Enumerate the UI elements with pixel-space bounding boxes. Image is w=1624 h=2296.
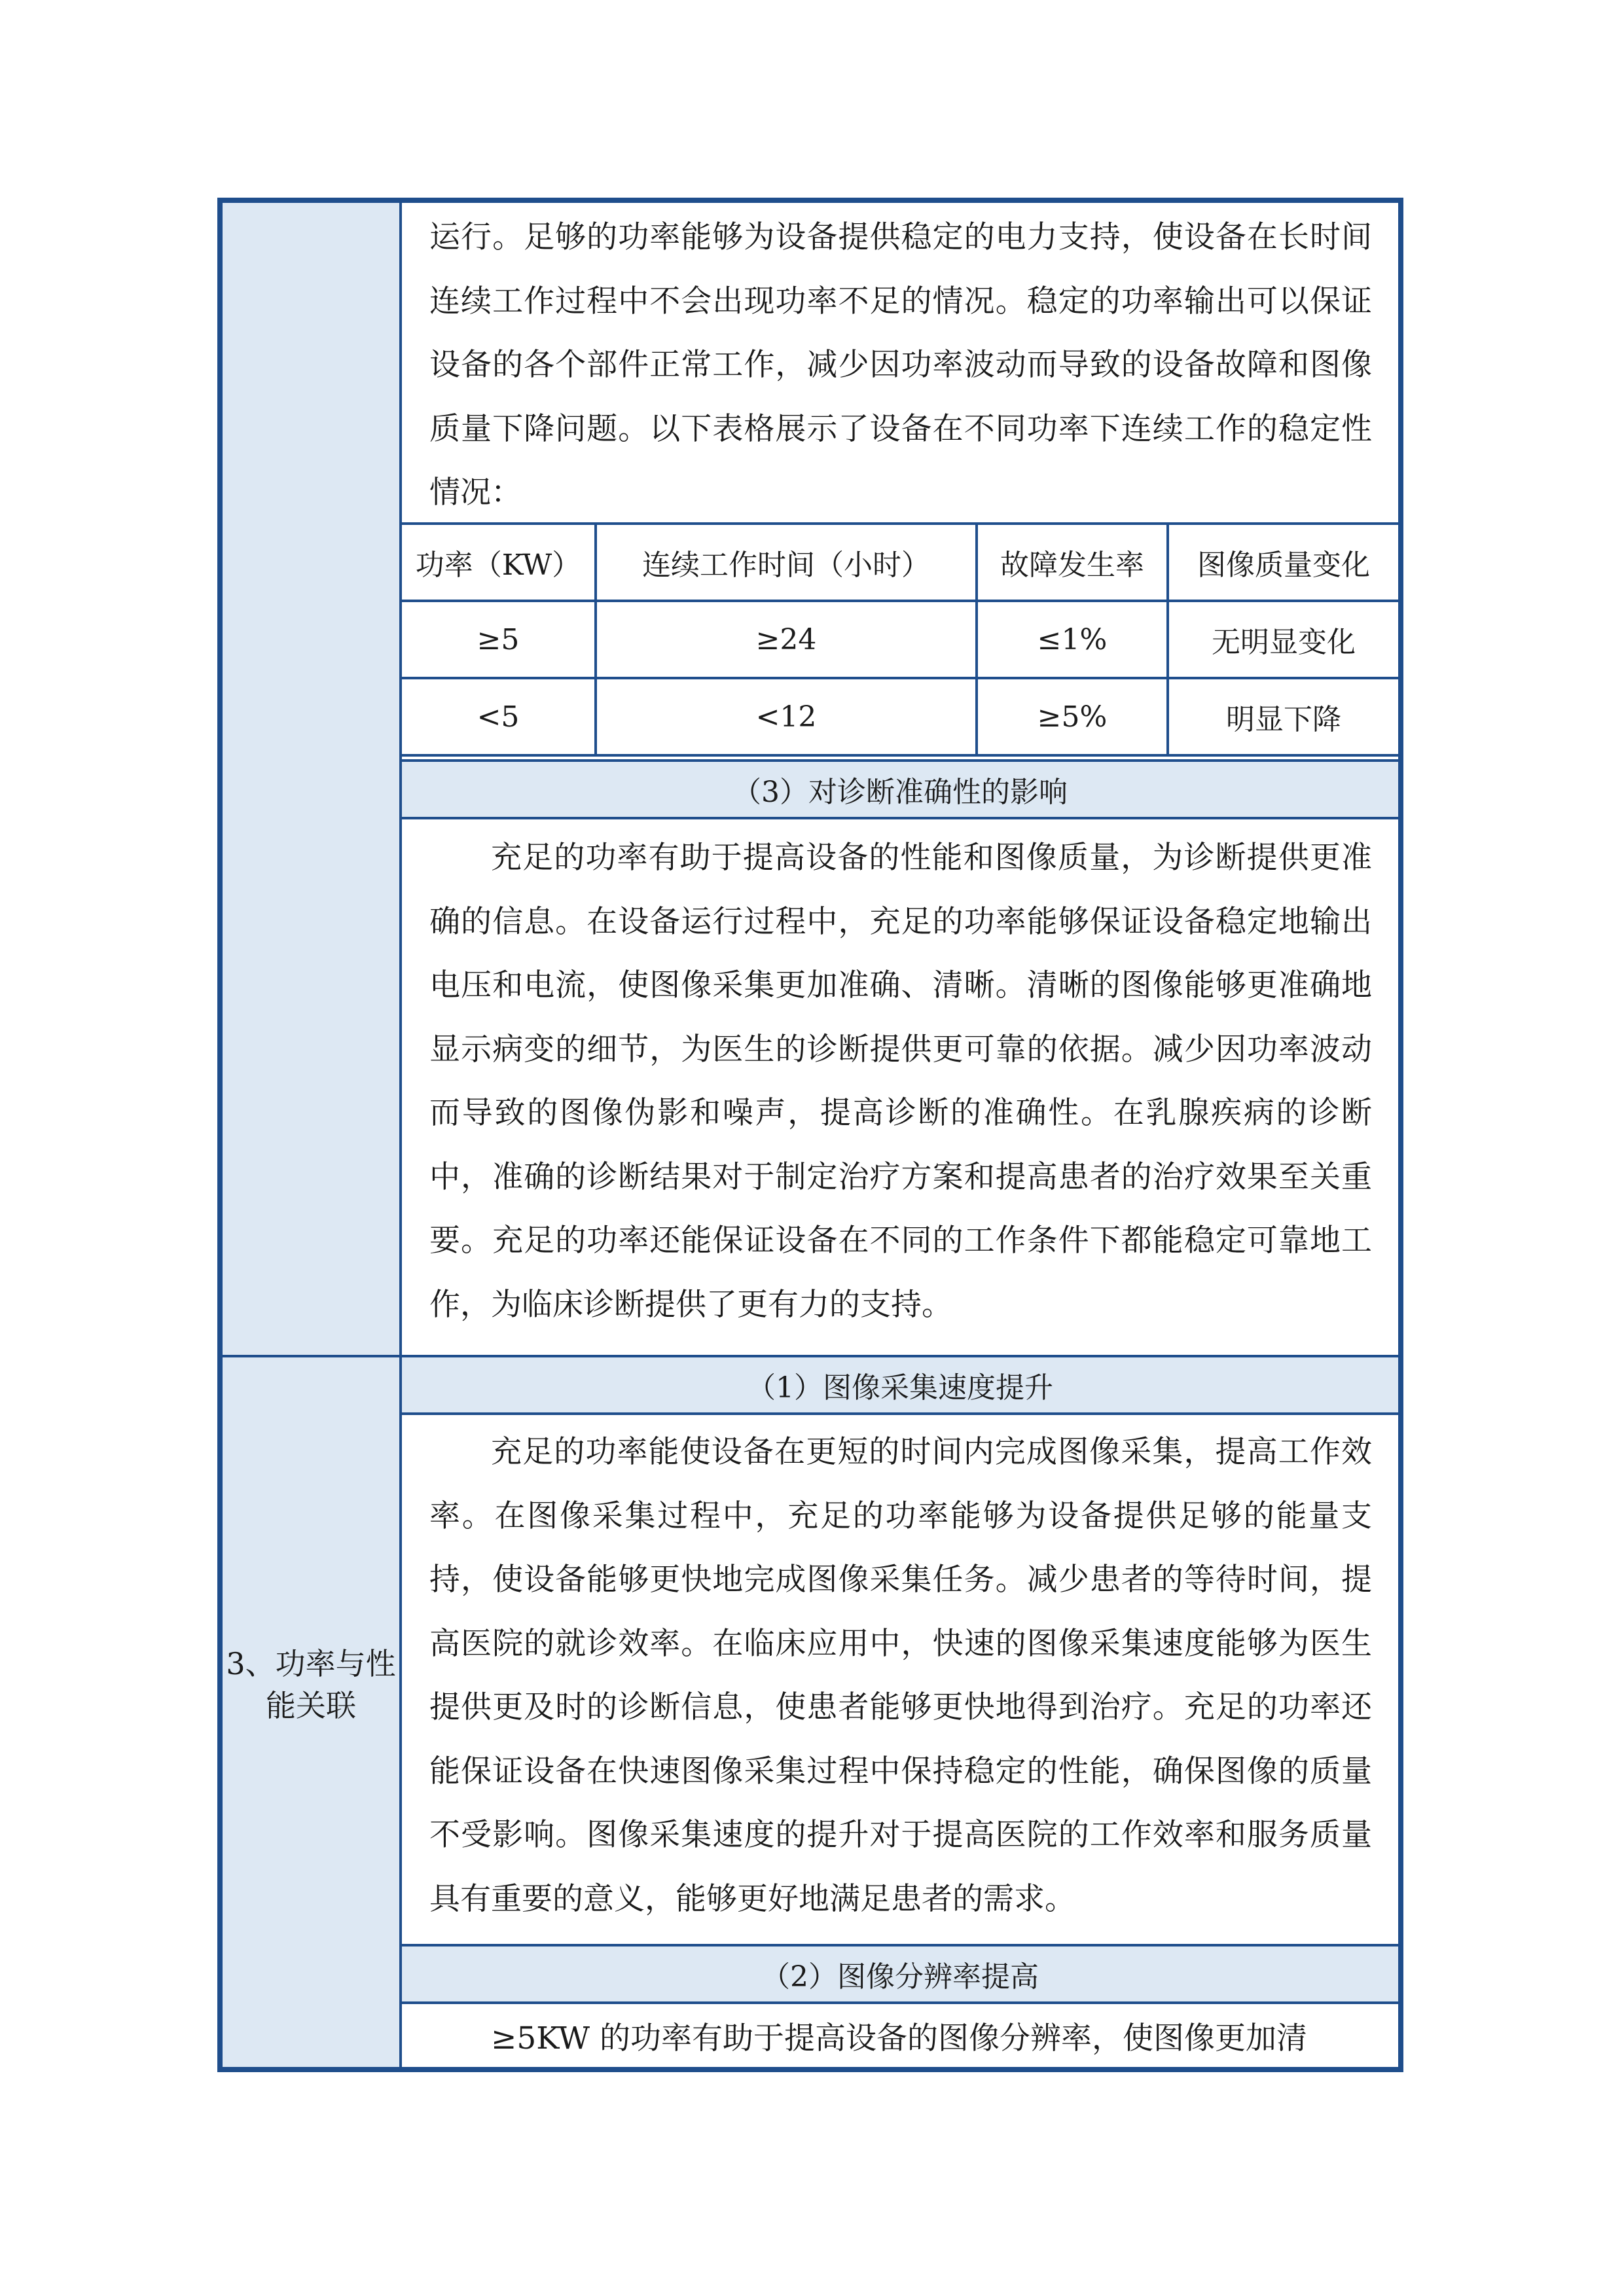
table-cell: 无明显变化 bbox=[1168, 601, 1398, 678]
table-header-cell: 连续工作时间（小时） bbox=[596, 524, 977, 601]
sidebar-label: 3、功率与性能关联 bbox=[226, 1646, 396, 1723]
table-cell: ≥5% bbox=[977, 678, 1168, 755]
table-cell: 明显下降 bbox=[1168, 678, 1398, 755]
section-heading-diagnosis: （3）对诊断准确性的影响 bbox=[402, 759, 1398, 819]
table-header-cell: 图像质量变化 bbox=[1168, 524, 1398, 601]
intro-paragraph: 运行。足够的功率能够为设备提供稳定的电力支持，使设备在长时间连续工作过程中不会出现功率不足的情况。稳定的功率输出可以保证设备的各个部件正常工作，减少因功率波动而导致的设备故障和图像质量下降问题。以下表格展示了设备在不同功率下连续工作的稳定性情况： bbox=[429, 219, 1372, 511]
speed-paragraph: 充足的功率能使设备在更短的时间内完成图像采集，提高工作效率。在图像采集过程中，充足的功率能够为设备提供足够的能量支持，使设备能够更快地完成图像采集任务。减少患者的等待时间，提高医院的就诊效率。在临床应用中，快速的图像采集速度能够为医生提供更及时的诊断信息，使患者能够更快地得到治疗。充足的功率还能保证设备在快速图像采集过程中保持稳定的性能，确保图像的质量不受影响。图像采集速度的提升对于提高医院的工作效率和服务质量具有重要的意义，能够更好地满足患者的需求。 bbox=[429, 1434, 1372, 1917]
table-cell: <12 bbox=[596, 678, 977, 755]
table-row bbox=[402, 601, 1398, 678]
sidebar-divider bbox=[223, 1355, 399, 1357]
table-header-cell: 功率（KW） bbox=[402, 524, 596, 601]
power-stability-table bbox=[402, 522, 1398, 757]
sidebar-column bbox=[223, 203, 402, 2067]
section-heading-speed: （1）图像采集速度提升 bbox=[402, 1355, 1398, 1415]
section-heading-resolution: （2）图像分辨率提高 bbox=[402, 1944, 1398, 2004]
resolution-paragraph: ≥5KW 的功率有助于提高设备的图像分辨率，使图像更加清 bbox=[491, 2020, 1307, 2056]
table-cell: ≤1% bbox=[977, 601, 1168, 678]
table-header-cell: 故障发生率 bbox=[977, 524, 1168, 601]
main-content bbox=[402, 203, 1398, 2067]
content-frame bbox=[217, 198, 1403, 2072]
table-row bbox=[402, 678, 1398, 755]
table-header-row bbox=[402, 524, 1398, 601]
table-cell: <5 bbox=[402, 678, 596, 755]
table-cell: ≥24 bbox=[596, 601, 977, 678]
diagnosis-paragraph: 充足的功率有助于提高设备的性能和图像质量，为诊断提供更准确的信息。在设备运行过程中，充足的功率能够保证设备稳定地输出电压和电流，使图像采集更加准确、清晰。清晰的图像能够更准确地显示病变的细节，为医生的诊断提供更可靠的依据。减少因功率波动而导致的图像伪影和噪声，提高诊断的准确性。在乳腺疾病的诊断中，准确的诊断结果对于制定治疗方案和提高患者的治疗效果至关重要。充足的功率还能保证设备在不同的工作条件下都能稳定可靠地工作，为临床诊断提供了更有力的支持。 bbox=[429, 840, 1372, 1323]
table-cell: ≥5 bbox=[402, 601, 596, 678]
